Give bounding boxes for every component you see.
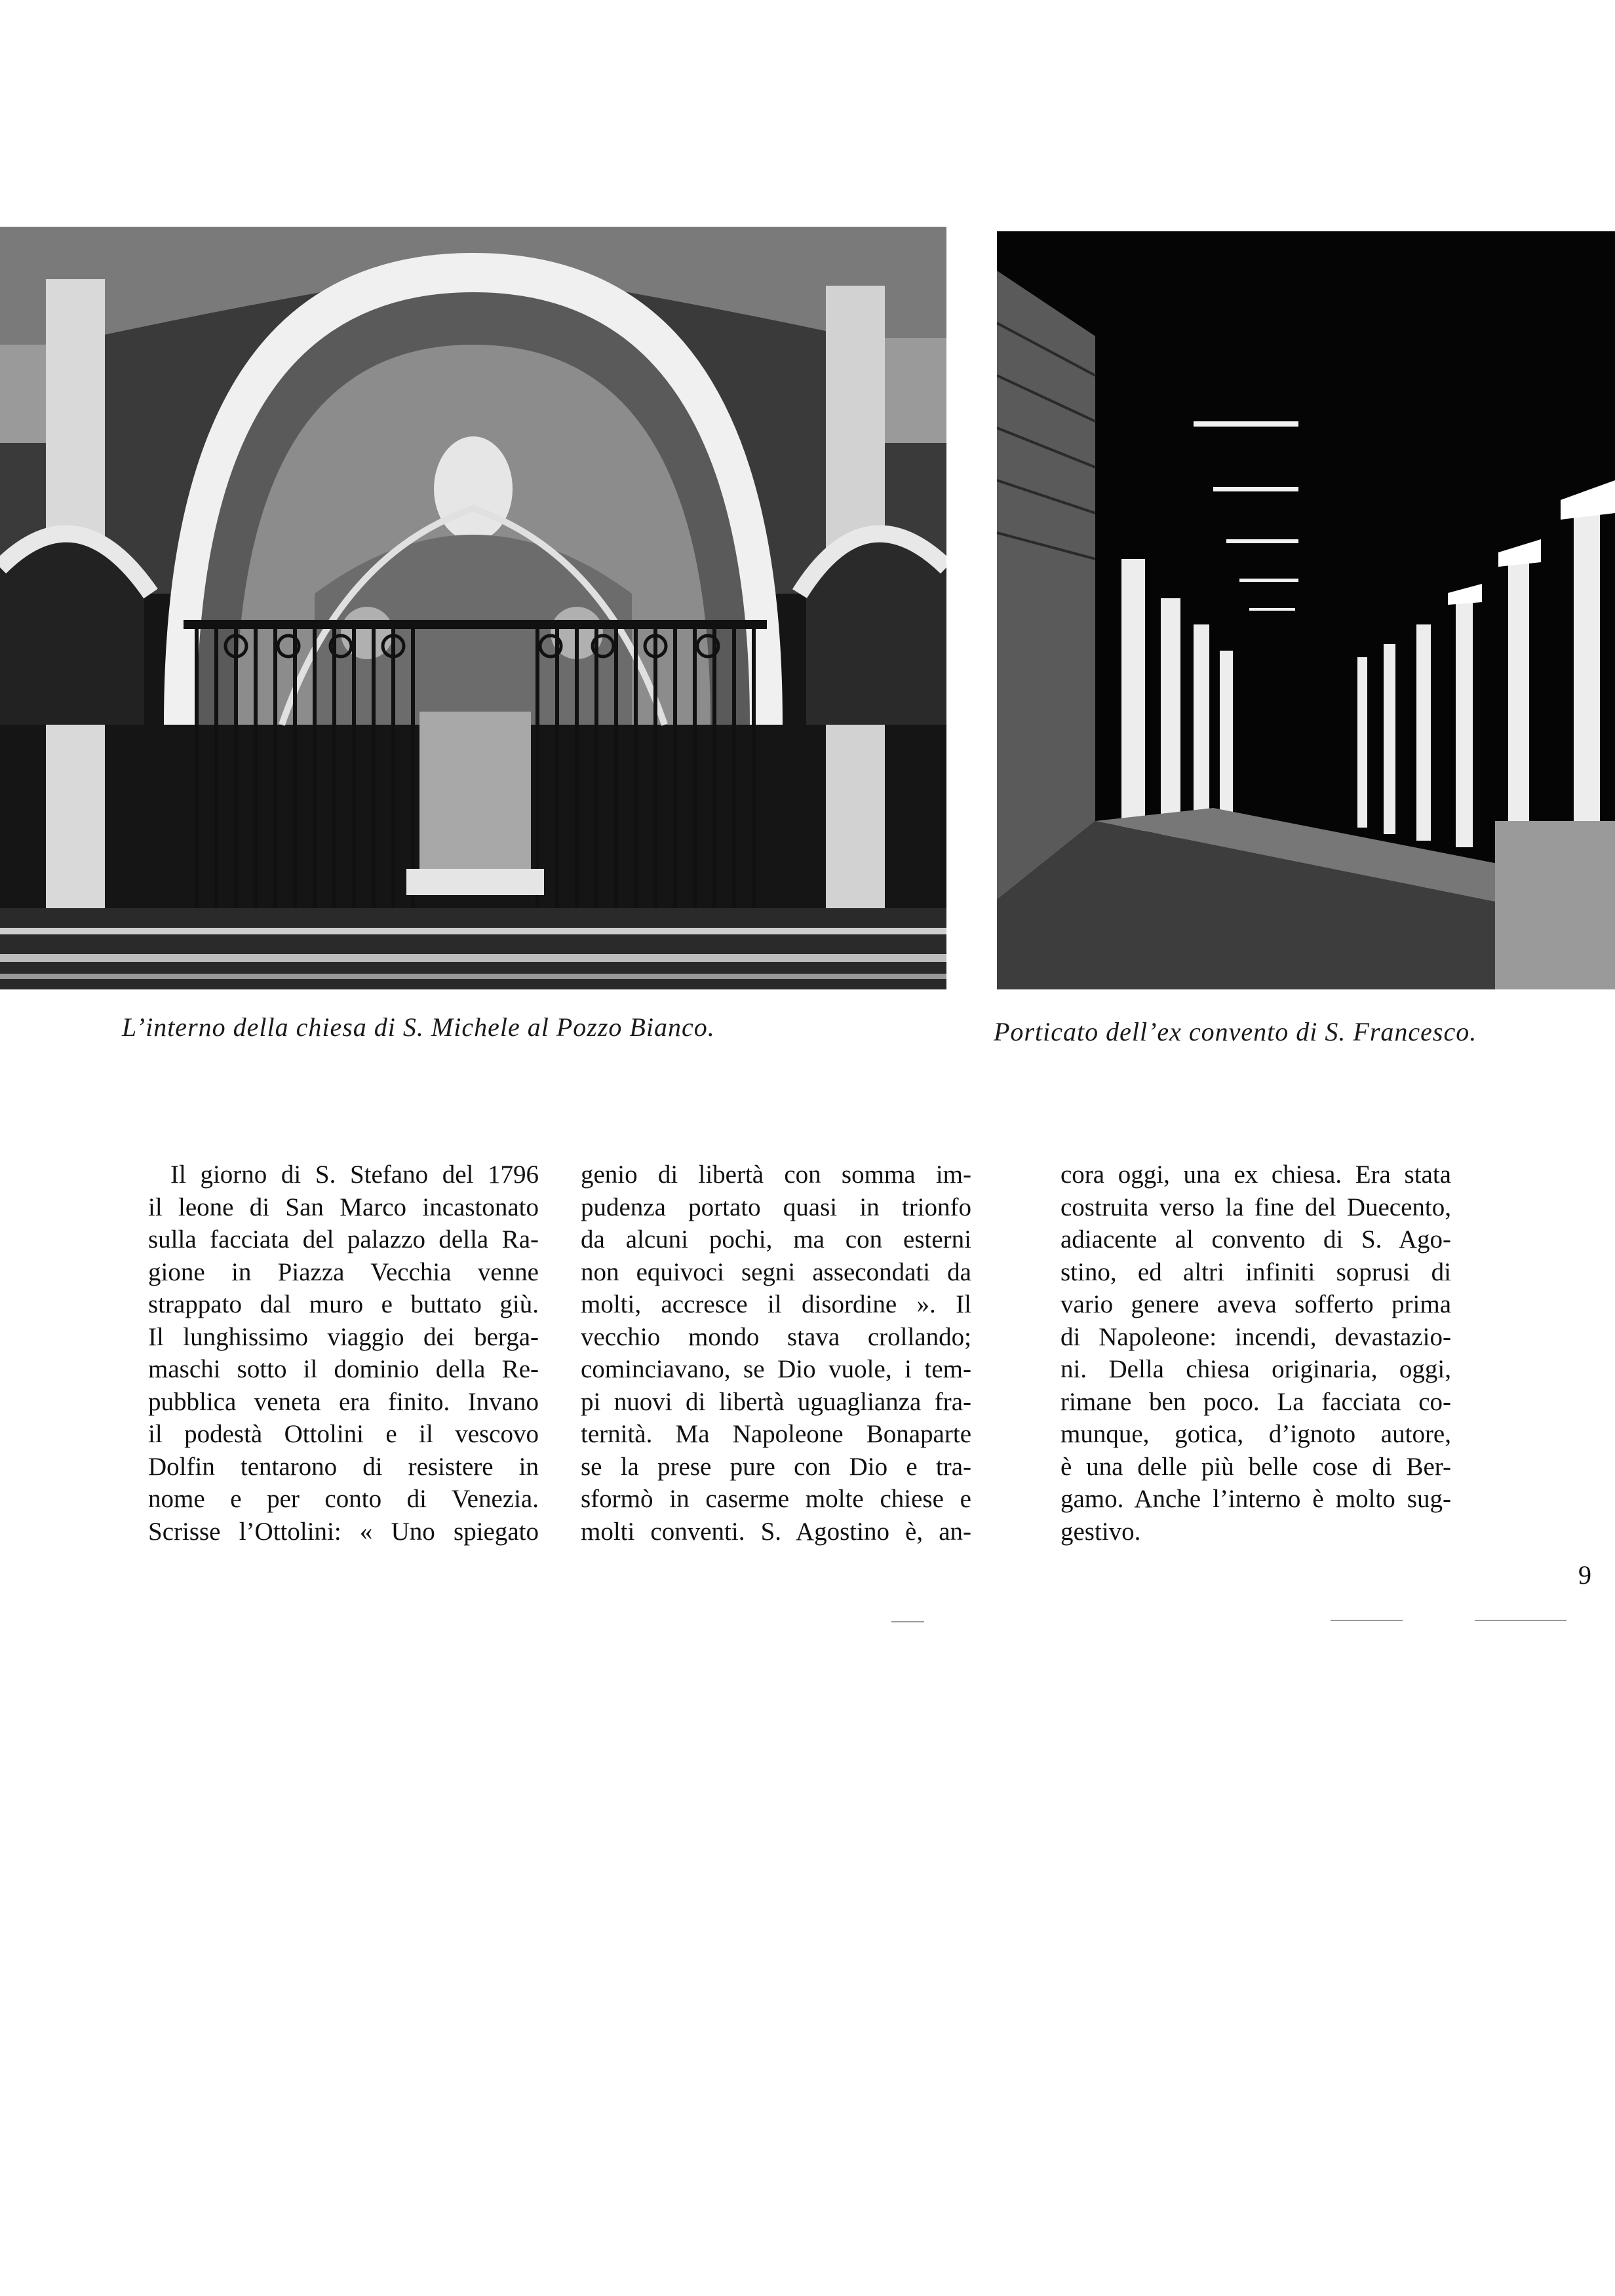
text-line: cora oggi, una ex chiesa. Era stata (1060, 1160, 1451, 1189)
scan-speck (891, 1621, 924, 1622)
text-line: il podestà Ottolini e il vescovo (148, 1420, 539, 1448)
text-line: ni. Della chiesa originaria, oggi, (1060, 1355, 1451, 1383)
text-line: se la prese pure con Dio e tra- (581, 1452, 971, 1481)
text-line: gione in Piazza Vecchia venne (148, 1257, 539, 1286)
text-line: è una delle più belle cose di Ber- (1060, 1452, 1451, 1481)
church-interior-illustration (0, 227, 946, 989)
text-line: il leone di San Marco incastonato (148, 1193, 539, 1221)
right-photo-caption: Porticato dell’ex convento di S. Francesco. (994, 1017, 1477, 1046)
text-line: vario genere aveva sofferto prima (1060, 1290, 1451, 1318)
text-line: sformò in caserme molte chiese e (581, 1485, 971, 1513)
left-photo-caption: L’interno della chiesa di S. Michele al Pozzo Bianco. (122, 1012, 715, 1042)
text-line: pudenza portato quasi in trionfo (581, 1193, 971, 1221)
text-line: ternità. Ma Napoleone Bonaparte (581, 1420, 971, 1448)
text-line: sulla facciata del palazzo della Ra- (148, 1225, 539, 1253)
text-line: munque, gotica, d’ignoto autore, (1060, 1420, 1451, 1448)
text-line: costruita verso la fine del Duecento, (1060, 1193, 1451, 1221)
text-line: genio di libertà con somma im- (581, 1160, 971, 1189)
text-line: molti, accresce il disordine ». Il (581, 1290, 971, 1318)
text-line: adiacente al convento di S. Ago- (1060, 1225, 1451, 1253)
text-line: maschi sotto il dominio della Re- (148, 1355, 539, 1383)
portico-photo (997, 231, 1615, 989)
scan-speck (1475, 1620, 1566, 1621)
text-column-1 (148, 1158, 539, 1548)
text-line: Scrisse l’Ottolini: « Uno spiegato (148, 1517, 539, 1546)
text-line: Dolfin tentarono di resistere in (148, 1452, 539, 1481)
text-column-3 (1060, 1158, 1451, 1548)
portico-illustration (997, 231, 1615, 989)
text-line: pubblica veneta era finito. Invano (148, 1387, 539, 1416)
text-line: pi nuovi di libertà uguaglianza fra- (581, 1387, 971, 1416)
text-line: vecchio mondo stava crollando; (581, 1322, 971, 1351)
text-line: stino, ed altri infiniti soprusi di (1060, 1257, 1451, 1286)
text-line: gamo. Anche l’interno è molto sug- (1060, 1485, 1451, 1513)
text-line: cominciavano, se Dio vuole, i tem- (581, 1355, 971, 1383)
text-line: Il lunghissimo viaggio dei berga- (148, 1322, 539, 1351)
church-interior-photo (0, 227, 946, 989)
text-line: di Napoleone: incendi, devastazio- (1060, 1322, 1451, 1351)
text-line: nome e per conto di Venezia. (148, 1485, 539, 1513)
scan-speck (1331, 1620, 1403, 1621)
text-line: strappato dal muro e buttato giù. (148, 1290, 539, 1318)
text-line: molti conventi. S. Agostino è, an- (581, 1517, 971, 1546)
page-number: 9 (1578, 1560, 1591, 1590)
text-line: non equivoci segni assecondati da (581, 1257, 971, 1286)
text-line: gestivo. (1060, 1517, 1141, 1546)
text-line: rimane ben poco. La facciata co- (1060, 1387, 1451, 1416)
text-line: Il giorno di S. Stefano del 1796 (170, 1160, 539, 1189)
text-line: da alcuni pochi, ma con esterni (581, 1225, 971, 1253)
text-column-2 (581, 1158, 971, 1548)
